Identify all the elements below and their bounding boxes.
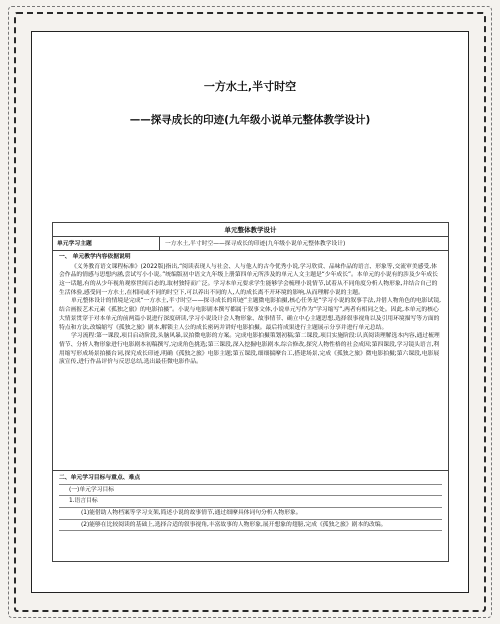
section-content-basis <box>53 251 448 471</box>
cell-divider <box>159 237 160 251</box>
goal-item: (2)能够在比较阅读的基础上,选择合适的叙事视角,丰富故事的人物形象,展开想象的翅膀,完成《孤独之旅》剧本的改编。 <box>59 520 442 532</box>
section-goals <box>53 471 448 563</box>
section2-subheading: 1.语言目标 <box>59 496 442 508</box>
unit-theme-label: 单元学习主题 <box>57 241 92 247</box>
unit-theme-value: 一方水土,半寸时空——探寻成长的印迹(九年级小说单元整体教学设计) <box>165 241 346 247</box>
section1-heading: 一、 单元教学内容依据说明 <box>59 254 131 260</box>
design-table <box>52 222 449 562</box>
section2-subheading: (一)单元学习目标 <box>59 485 442 497</box>
section1-paragraph: 《义务教育语文课程标准》(2022版)指出,“阅读表现人与社会、人与他人的古今优秀小说,学习欣赏、品味作品的语言、形象等,交流审美感受,体会作品的情感与思想内涵,尝试写小小说。”统编版初中语文九年级上册第四单元所涉及的单元人文主题是“少年成长”。本单元的小说有的涉及少年成长这一话题,有的从少年视角观察世间百态的,取材独特而广泛。学习本单元要求学生能够学会梳理小说情节,试着从不同角度分析人物形象,并结合自己的生活体验,感受同一方水土,在相同或不同的时空下,可以养出不同的人,人的成长离不开环境的影响,从而理解小说的主题。 <box>59 263 438 296</box>
goal-item: (1)能借助人物档案等学习支架,简述小说的故事情节,通过细摩具体词句分析人物形象。 <box>59 508 442 520</box>
section1-paragraph: 单元整体设计的情境是完成“一方水土,半寸时空——探寻成长的印迹”主题微电影拍摄,核心任务是“学习小说的叙事手法,并借人物角色的电影试镜,结合画报艺术元素《孤独之旅》的电影拍摄”。小说与电影剧本撰写都属于叙事文体,小说单元写作为“学习缩写”,两者有相同之处。因此,本单元的核心大情景贯穿于对本单元的前两篇小说进行深度研读,学习小说设计会人物形象、故事情节、确立中心主题思想,选择叙事视角以及引用环境描写等方面的特点和方法,改编缩写《孤独之旅》剧本,解锁主人公的成长密码并讲好电影拍摄。最后将成果进行主题展示分享并进行单元总结。 <box>59 298 441 331</box>
table-header: 单元整体教学设计 <box>53 223 448 237</box>
unit-theme-row <box>53 237 448 251</box>
section2-heading: 二、单元学习目标与重点、难点 <box>59 473 442 485</box>
document-subtitle: ——探寻成长的印迹(九年级小说单元整体教学设计) <box>129 114 371 126</box>
document-title: 一方水土,半寸时空 <box>203 80 297 93</box>
section1-paragraph: 学习流程:第一课段,项目启动阶段,头脑风暴,议拍微电影的方案。完成电影拍摄策划初稿;第二课段,项目实施阶段:认真阅读理解选本内容,通过梳理情节、分析人物形象进行电影剧本初稿撰写,完成角色挑选;第三课段,深入挖掘电影剧本,综合修改,探究人物性格的社会成因;第四课段,学习镜头语言,利用缩写形成场景拍摄台词,探究成长印迹,明确《孤独之旅》电影主题;第五课段,细细揣摩台工,搭建场景,完成《孤独之旅》微电影拍摄;第六课段,电影展演宣传,进行作品评价与反思总结,选出最佳微电影作品。 <box>59 333 440 366</box>
